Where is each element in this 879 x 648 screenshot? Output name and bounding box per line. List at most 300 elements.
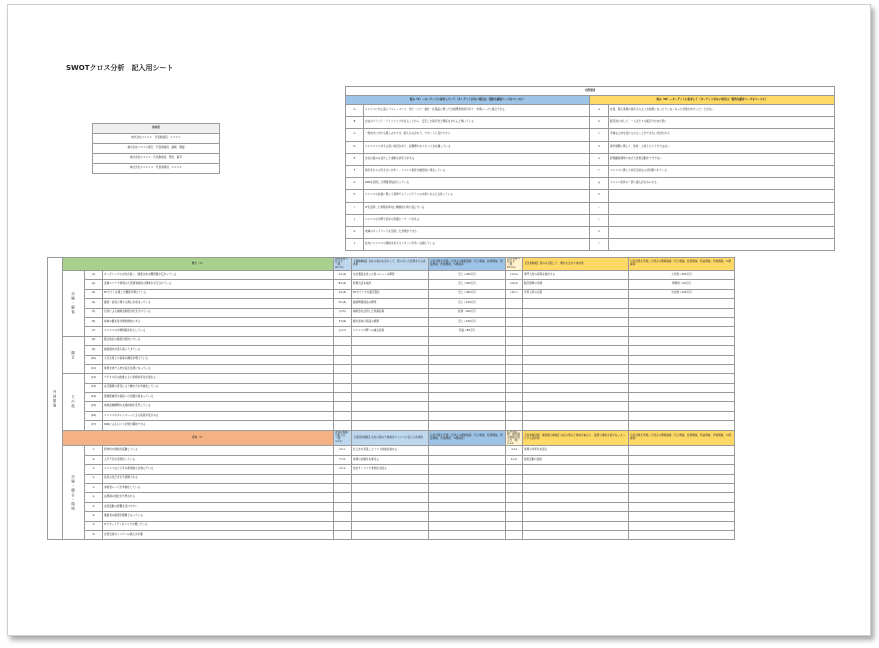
- strength-code: H: [346, 190, 364, 202]
- weakness-text: [609, 190, 835, 202]
- opportunity-no: (12): [85, 374, 103, 383]
- st-code: [334, 493, 352, 502]
- so-code: [334, 421, 352, 430]
- st-effect: [429, 474, 506, 483]
- so-strategy: 自社製品を使った新メニューの開発: [352, 271, 429, 280]
- st-code: [334, 521, 352, 530]
- internal-header: 内部要因: [346, 87, 835, 96]
- wo-code: [506, 421, 523, 430]
- opportunity-text: 在宅勤務の普及により働き方が多様化している: [103, 383, 334, 392]
- threats-header: 脅威（T）: [63, 430, 334, 446]
- so-code: J×(5): [334, 308, 352, 317]
- st-code: [334, 502, 352, 511]
- so-code-header: 積極戦略の組合せ（例：O1×A）: [334, 258, 352, 271]
- threat-group-label: 市場・競合・環境: [63, 446, 85, 540]
- so-code: [334, 393, 352, 402]
- weakness-code: h: [590, 190, 609, 202]
- so-code: [334, 346, 352, 355]
- threat-no: ④: [85, 474, 103, 483]
- wo-strategy: [523, 421, 629, 430]
- strength-text: 一般向けに対する親しみやすさ、抱え込みがあり、サポートも受けやすい: [364, 129, 590, 141]
- weakness-code: i: [590, 202, 609, 214]
- st-effect: [429, 531, 506, 540]
- wt-strategy: [523, 484, 629, 493]
- opportunity-text: 地域の観光客が増加傾向にある: [103, 317, 334, 326]
- opportunity-row: [48, 393, 835, 402]
- st-strategy: [352, 484, 429, 493]
- opportunity-text: 大手企業との協業の機会が増えている: [103, 355, 334, 364]
- so-effect: 売上＋100万円: [429, 317, 506, 326]
- threat-no: ③: [85, 465, 103, 474]
- opportunity-no: (8): [85, 336, 103, 345]
- weakness-text: ＊＊＊＊案件の一部に属人化がみられる: [609, 178, 835, 190]
- threat-text: 原材料の価格が高騰している: [103, 446, 334, 455]
- so-strategy: [352, 402, 429, 411]
- opportunity-text: オーガニックの志向が高く、健康志向の購買層が広がっている: [103, 271, 334, 280]
- so-strategy: [352, 346, 429, 355]
- participant-row: 株式会社＊＊＊＊ 代表取締役 ＊＊＊＊: [93, 134, 220, 144]
- weakness-text: 社員、個人業務の案件そのような結果になったりしなくなった状態が多かったことがない: [609, 105, 835, 117]
- wo-effect: 研修費＋50万円: [629, 280, 735, 289]
- opportunity-row: [48, 421, 835, 430]
- weakness-text: [609, 202, 835, 214]
- wt-effect: [629, 493, 735, 502]
- wo-strategy: [523, 317, 629, 326]
- opportunity-row: [48, 317, 835, 326]
- opportunity-text: ＊＊＊＊の市場規模が拡大している: [103, 327, 334, 336]
- page-title: SWOTクロス分析 記入用シート: [66, 64, 174, 72]
- st-code: F×②: [334, 455, 352, 464]
- participant-row: 株式会社＊＊＊＊＊ 代表取締役 ＊＊＊＊: [93, 164, 220, 174]
- strength-code: B: [346, 117, 364, 129]
- opportunity-no: (17): [85, 421, 103, 430]
- so-code: [334, 355, 352, 364]
- st-effect: [429, 512, 506, 521]
- wt-effect: [629, 531, 735, 540]
- so-code: [334, 402, 352, 411]
- weakness-code: d: [590, 141, 609, 153]
- opportunity-no: (6): [85, 317, 103, 326]
- threat-text: 為替変動の影響を受けやすい: [103, 502, 334, 511]
- internal-row: [346, 178, 835, 190]
- strength-text: ITを活用した業務効率化に積極的に取り組んでいる: [364, 202, 590, 214]
- so-effect: [429, 364, 506, 373]
- wo-code: [506, 336, 523, 345]
- wo-strategy: [523, 355, 629, 364]
- weakness-text: [609, 226, 835, 238]
- weakness-code: k: [590, 226, 609, 238]
- opportunity-no: (3): [85, 289, 103, 298]
- wo-code: [506, 374, 523, 383]
- wo-effect: [629, 421, 735, 430]
- wo-effect: [629, 308, 735, 317]
- threat-text: 消費者ニーズが多様化している: [103, 484, 334, 493]
- weakness-code: j: [590, 214, 609, 226]
- so-code: A×(3): [334, 289, 352, 298]
- st-effect: [429, 455, 506, 464]
- opportunity-no: (7): [85, 327, 103, 336]
- opportunity-no: (16): [85, 411, 103, 420]
- wo-effect: [629, 346, 735, 355]
- wt-strategy: [523, 474, 629, 483]
- wo-effect: [629, 299, 735, 308]
- opportunity-text: ECサイトを通じた購買が増えている: [103, 289, 334, 298]
- wo-code: (1)×a: [506, 271, 523, 280]
- wt-effect: [629, 474, 735, 483]
- so-effect: [429, 374, 506, 383]
- so-code: D×(4): [334, 299, 352, 308]
- threat-text: 法規制の強化が予想される: [103, 493, 334, 502]
- wo-strategy: [523, 299, 629, 308]
- wo-code: [506, 308, 523, 317]
- wt-strategy: [523, 531, 629, 540]
- wo-effect: 人件費＋300万円: [629, 271, 735, 280]
- wo-effect: [629, 364, 735, 373]
- wo-code: [506, 355, 523, 364]
- so-effect: [429, 336, 506, 345]
- wt-code: [506, 493, 523, 502]
- so-effect: [429, 402, 506, 411]
- st-strategy: 業務の自動化を進める: [352, 455, 429, 464]
- strength-code: J: [346, 214, 364, 226]
- wt-effect-header: 左記対策を実施した場合の概算数値（売上増減、経費増減、利益増減、件数増減、%増減等）: [629, 430, 735, 446]
- so-effect: 売上＋500万円: [429, 280, 506, 289]
- wt-code: [506, 512, 523, 521]
- wo-effect: [629, 393, 735, 402]
- threat-text: 景気の先行きが不透明である: [103, 474, 334, 483]
- wt-code: [506, 531, 523, 540]
- opportunity-text: 環境配慮型の商品への需要が高まっている: [103, 393, 334, 402]
- worksheet-page: [7, 4, 871, 636]
- threat-no: ②: [85, 455, 103, 464]
- wo-effect-header: 左記対策を実施した場合の概算数値（売上増減、経費増減、利益増減、件数増減、%増減等）: [629, 258, 735, 271]
- wo-effect: [629, 402, 735, 411]
- opportunity-text: 健康・美容に関する関心が高まっている: [103, 299, 334, 308]
- st-code: C×③: [334, 465, 352, 474]
- wo-code: [506, 346, 523, 355]
- weakness-text: 販売員に対して、一人当たりの販売力がまだ低い: [609, 117, 835, 129]
- opportunity-no: (14): [85, 393, 103, 402]
- so-code: [334, 374, 352, 383]
- opportunity-text: SNSによる口コミ効果が期待できる: [103, 421, 334, 430]
- threat-no: ⑧: [85, 512, 103, 521]
- threat-text: ITセキュリティのリスクが増している: [103, 521, 334, 530]
- strength-code: C: [346, 129, 364, 141]
- so-effect-header: 左記対策を実施した場合の概算数値（売上増減、経費増減、利益増減、件数増減、%増減等）: [429, 258, 506, 271]
- wo-strategy: [523, 346, 629, 355]
- so-code: [334, 336, 352, 345]
- strength-code: E: [346, 153, 364, 165]
- so-effect: 売上＋300万円: [429, 289, 506, 298]
- opportunity-text: 価格競争が落ち着いてきている: [103, 346, 334, 355]
- st-code: [334, 531, 352, 540]
- wo-strategy: [523, 383, 629, 392]
- st-strategy: 独自サービスで差別化を図る: [352, 465, 429, 474]
- st-strategy: [352, 531, 429, 540]
- wo-code: [506, 411, 523, 420]
- internal-row: [346, 165, 835, 177]
- so-strategy: 健康関連商品の開発: [352, 299, 429, 308]
- opportunity-row: [48, 336, 835, 345]
- wt-code: [506, 484, 523, 493]
- so-strategy: [352, 364, 429, 373]
- participant-row: 株式会社＊＊＊＊銀行 代表取締役 藤崎 間藤: [93, 144, 220, 154]
- participants-header: 参加者: [93, 124, 220, 134]
- wt-strategy: [523, 493, 629, 502]
- so-code: [334, 383, 352, 392]
- st-code: [334, 512, 352, 521]
- strength-text: ＊＊＊＊＊に対する深い知見があり、経験豊かなスタッフが在籍している: [364, 141, 590, 153]
- wo-code-header: 改善戦略の組合せ（例：O1×a）: [506, 258, 523, 271]
- wt-code: [506, 474, 523, 483]
- so-code: [334, 411, 352, 420]
- wo-code: (2)×b: [506, 280, 523, 289]
- wt-effect: [629, 512, 735, 521]
- threat-text: ＊＊＊＊など大手の新規参入が進んでいる: [103, 465, 334, 474]
- opportunities-header: 機会（O）: [63, 258, 334, 271]
- threat-text: 人手不足が深刻化している: [103, 455, 334, 464]
- strength-text: ＊＊＊＊の分野で長年の実績とノウハウがある: [364, 214, 590, 226]
- wo-code: [506, 383, 523, 392]
- st-strategy: [352, 512, 429, 521]
- wt-strategy: 業務の効率化を図る: [523, 446, 629, 455]
- weakness-code: b: [590, 117, 609, 129]
- opportunity-row: [48, 383, 835, 392]
- weakness-text: 新規顧客獲得に向けた営業活動が十分でない: [609, 153, 835, 165]
- so-strategy: 観光客向け商品の展開: [352, 317, 429, 326]
- wt-strategy: [523, 502, 629, 511]
- internal-row: [346, 190, 835, 202]
- opportunity-group-label: 競合: [63, 336, 85, 374]
- threat-row: [48, 446, 835, 455]
- st-strategy: 仕入先の見直しとコスト削減を進める: [352, 446, 429, 455]
- opportunity-no: (1): [85, 271, 103, 280]
- so-effect: 経費－200万円: [429, 308, 506, 317]
- strength-code: D: [346, 141, 364, 153]
- weakness-text: 多様な人材を受け入れることができない状況がある: [609, 129, 835, 141]
- opportunity-text: 近隣エリアで新規の大型商業施設の開業が予定されている: [103, 280, 334, 289]
- weakness-code: c: [590, 129, 609, 141]
- opportunity-text: 地域金融機関の支援体制が充実している: [103, 402, 334, 411]
- wo-strategy: 販売研修の実施: [523, 280, 629, 289]
- so-effect: [429, 383, 506, 392]
- so-code: B×(2): [334, 280, 352, 289]
- so-strategy: [352, 411, 429, 420]
- st-effect: [429, 484, 506, 493]
- st-effect-header: 左記対策を実施した場合の概算数値（売上増減、経費増減、利益増減、件数増減、%増減等）: [429, 430, 506, 446]
- wt-code: ①×a: [506, 446, 523, 455]
- internal-row: [346, 153, 835, 165]
- opportunity-row: [48, 355, 835, 364]
- threat-row: [48, 512, 835, 521]
- st-effect: [429, 465, 506, 474]
- threat-no: ⑥: [85, 493, 103, 502]
- strength-text: SNSを活用した情報発信を行っている: [364, 178, 590, 190]
- threat-row: [48, 484, 835, 493]
- internal-row: [346, 129, 835, 141]
- st-effect: [429, 502, 506, 511]
- wo-effect: 外注費＋100万円: [629, 289, 735, 298]
- weakness-text: [609, 239, 835, 251]
- wt-strategy: [523, 521, 629, 530]
- wo-strategy: [523, 393, 629, 402]
- strength-code: K: [346, 226, 364, 238]
- wt-strategy: [523, 512, 629, 521]
- weakness-code: a: [590, 105, 609, 117]
- opportunity-row: [48, 299, 835, 308]
- strength-code: F: [346, 165, 364, 177]
- threats-header-row: [48, 430, 835, 446]
- weakness-code: g: [590, 178, 609, 190]
- st-code: [334, 484, 352, 493]
- wt-effect: [629, 484, 735, 493]
- weakness-code: e: [590, 153, 609, 165]
- wo-code: [506, 299, 523, 308]
- wt-code: [506, 465, 523, 474]
- wo-effect: [629, 317, 735, 326]
- opportunity-row: [48, 271, 835, 280]
- internal-row: [346, 105, 835, 117]
- so-code: F×(6): [334, 317, 352, 326]
- so-strategy: ECサイトでの販売強化: [352, 289, 429, 298]
- opportunity-no: (2): [85, 280, 103, 289]
- so-strategy-header: 【積極戦略】自社の強みを活かして、思い切った投資をする具体策: [352, 258, 429, 271]
- threat-text: 自然災害のリスクへの備えが必要: [103, 531, 334, 540]
- strength-text: ＊＊＊＊に対し高いパフォーマンス、同じハイブ・格好・社風品に関して自前開発技術があり、市場ニーズに適合できる: [364, 105, 590, 117]
- internal-row: [346, 239, 835, 251]
- threat-row: [48, 493, 835, 502]
- wo-effect: [629, 336, 735, 345]
- threat-no: ⑦: [85, 502, 103, 511]
- opportunity-row: [48, 327, 835, 336]
- weakness-text: 海外展開に関して、知見・人材ともに十分ではない: [609, 141, 835, 153]
- wo-strategy: [523, 308, 629, 317]
- wo-effect: [629, 374, 735, 383]
- wt-code: [506, 502, 523, 511]
- wt-strategy: [523, 465, 629, 474]
- threat-no: ⑨: [85, 521, 103, 530]
- weakness-text: [609, 214, 835, 226]
- opportunity-no: (11): [85, 364, 103, 373]
- wt-code-header: 致命傷回避・撤退縮小戦略の組合せ（例：①×a）: [506, 430, 523, 446]
- opportunity-row: [48, 280, 835, 289]
- wt-effect: [629, 465, 735, 474]
- wo-code: [506, 317, 523, 326]
- wt-effect: [629, 521, 735, 530]
- strength-text: 地域のネットワークを活用した営業ができる: [364, 226, 590, 238]
- strength-code: A: [346, 105, 364, 117]
- opportunity-group-label: 市場・顧客: [63, 271, 85, 337]
- wo-strategy: [523, 411, 629, 420]
- st-code: A×①: [334, 446, 352, 455]
- wo-effect: [629, 355, 735, 364]
- opportunity-text: ＊＊＊＊のキャンペーンによる集客が見込める: [103, 411, 334, 420]
- st-effect: [429, 446, 506, 455]
- participant-row: 株式会社＊＊＊＊ 代表取締役 豊田 藤平: [93, 154, 220, 164]
- so-effect: [429, 411, 506, 420]
- wt-code: b×②: [506, 455, 523, 464]
- weakness-text: ＊＊＊＊に関して対応可能な人材が限られている: [609, 165, 835, 177]
- wo-code: [506, 364, 523, 373]
- wo-effect: [629, 411, 735, 420]
- strength-text: 自社の強みを活かした柔軟な対応力がある: [364, 153, 590, 165]
- internal-factors-table: [345, 86, 835, 251]
- opportunity-row: [48, 346, 835, 355]
- so-code: J×(7): [334, 327, 352, 336]
- so-effect: [429, 421, 506, 430]
- strength-code: L: [346, 239, 364, 251]
- opportunity-text: 競合他社の撤退が相次いでいる: [103, 336, 334, 345]
- opportunity-row: [48, 364, 835, 373]
- wo-code: [506, 327, 523, 336]
- weaknesses-header: 弱み（W）…ターゲットに訴求して（ターゲットがない場合は一般的な顧客ニーズをベースに）: [590, 96, 835, 105]
- so-strategy: [352, 355, 429, 364]
- opportunity-row: [48, 308, 835, 317]
- internal-row: [346, 214, 835, 226]
- strengths-header: 強み（S）…ターゲットに訴求していて（ターゲットがない場合は一般的な顧客ニーズをベースに）: [346, 96, 590, 105]
- so-strategy: 補助金を活用した設備投資: [352, 308, 429, 317]
- st-strategy: [352, 493, 429, 502]
- internal-row: [346, 202, 835, 214]
- strength-text: 取引先からの引き合いが多く、＊＊＊＊案件が継続的に発生している: [364, 165, 590, 177]
- opportunity-row: [48, 289, 835, 298]
- opportunity-no: (4): [85, 299, 103, 308]
- opportunity-row: [48, 374, 835, 383]
- wo-strategy: [523, 402, 629, 411]
- opportunity-row: [48, 411, 835, 420]
- wo-code: [506, 393, 523, 402]
- wo-strategy: [523, 327, 629, 336]
- threat-row: [48, 455, 835, 464]
- st-strategy: [352, 502, 429, 511]
- so-strategy: ＊＊＊＊分野への重点投資: [352, 327, 429, 336]
- so-effect: 売上＋200万円: [429, 271, 506, 280]
- wo-effect: [629, 383, 735, 392]
- opportunity-group-label: その他: [63, 374, 85, 430]
- wt-effect: [629, 455, 735, 464]
- opportunity-no: (13): [85, 383, 103, 392]
- internal-row: [346, 226, 835, 238]
- opportunity-no: (9): [85, 346, 103, 355]
- strength-text: ＊＊＊＊の技術に関して業界でもトップクラスの水準にあると自負している: [364, 190, 590, 202]
- weakness-code: f: [590, 165, 609, 177]
- so-effect: 利益＋80万円: [429, 327, 506, 336]
- opportunity-no: (15): [85, 402, 103, 411]
- wo-code: [506, 402, 523, 411]
- threat-row: [48, 502, 835, 511]
- strength-code: I: [346, 202, 364, 214]
- st-strategy-header: 【差別化戦略】自社の強みで脅威をチャンスに変える具体策: [352, 430, 429, 446]
- opportunity-text: デジタル化の推進により業務効率化が図れる: [103, 374, 334, 383]
- weakness-code: l: [590, 239, 609, 251]
- wo-effect: [629, 327, 735, 336]
- st-strategy: [352, 521, 429, 530]
- st-effect: [429, 493, 506, 502]
- threat-row: [48, 474, 835, 483]
- wo-strategy: [523, 374, 629, 383]
- wt-effect: [629, 502, 735, 511]
- so-effect: 売上＋150万円: [429, 299, 506, 308]
- so-strategy: [352, 336, 429, 345]
- so-effect: [429, 346, 506, 355]
- so-effect: [429, 355, 506, 364]
- wt-strategy: 採用活動の強化: [523, 455, 629, 464]
- internal-row: [346, 141, 835, 153]
- wo-code: (3)×c: [506, 289, 523, 298]
- external-environment-label: 外部環境: [48, 258, 63, 540]
- participants-table: [92, 123, 220, 174]
- strength-text: 自社のブランド・ラインナップがあることから、安定した取引先と関係をきちんと築いている: [364, 117, 590, 129]
